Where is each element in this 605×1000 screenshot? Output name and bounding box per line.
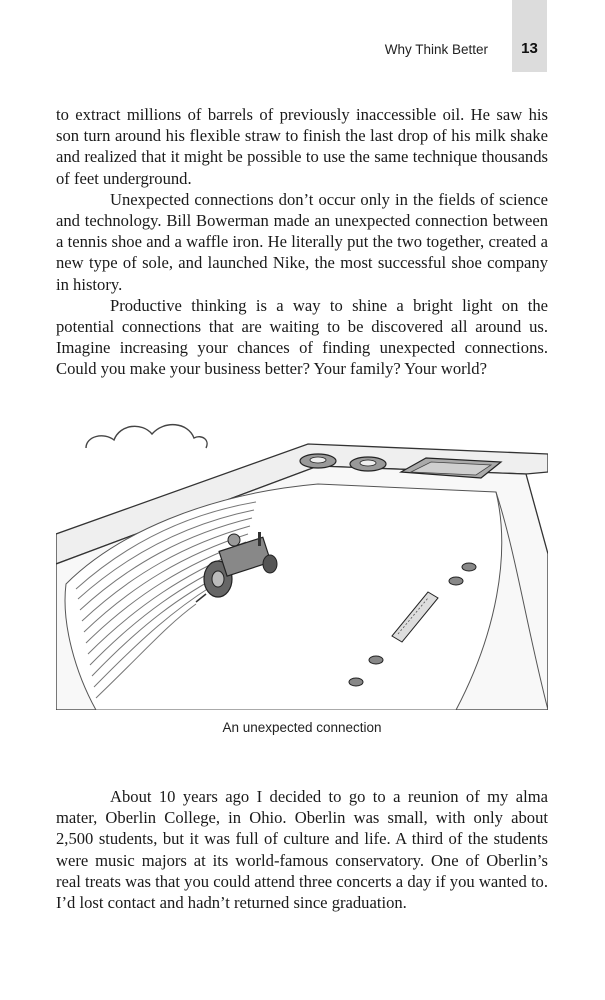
header-tab (512, 0, 547, 72)
paragraph: About 10 years ago I decided to go to a reunion of my alma mater, Oberlin College, in Ohio. Oberlin was small, with only about 2,500 students, but it was full of culture and life. A third of the students were music majors at its world-famous conservatory. One of Oberlin’s real treats was that you could attend three concerts a day if you wanted to. I’d lost contact and hadn’t returned since graduation. (56, 787, 548, 913)
figure-caption: An unexpected connection (222, 720, 382, 735)
cloud-icon (86, 425, 207, 448)
illustration-waffle-iron-field (56, 414, 548, 710)
running-head: Why Think Better (384, 42, 488, 57)
paragraph: Unexpected connections don’t occur only in the fields of science and technology. Bill Bowerman made an unexpected connection between a tennis shoe and a waffle iron. He literally put the two together, created a new type of sole, and launched Nike, the most successful shoe company in history. (56, 189, 548, 294)
body-text-top (56, 104, 548, 380)
body-text-bottom (56, 786, 548, 913)
page-number: 13 (521, 40, 538, 57)
paragraph: to extract millions of barrels of previously inaccessible oil. He saw his son turn around his flexible straw to finish the last drop of his milk shake and realized that it might be possible to use the same technique thousands of feet underground. (56, 105, 548, 188)
paragraph: Productive thinking is a way to shine a bright light on the potential connections that are waiting to be discovered all around us. Imagine increasing your chances of finding unexpected connections. Could you make your business better? Your family? Your world? (56, 295, 548, 379)
illustration-drawing (56, 414, 548, 710)
